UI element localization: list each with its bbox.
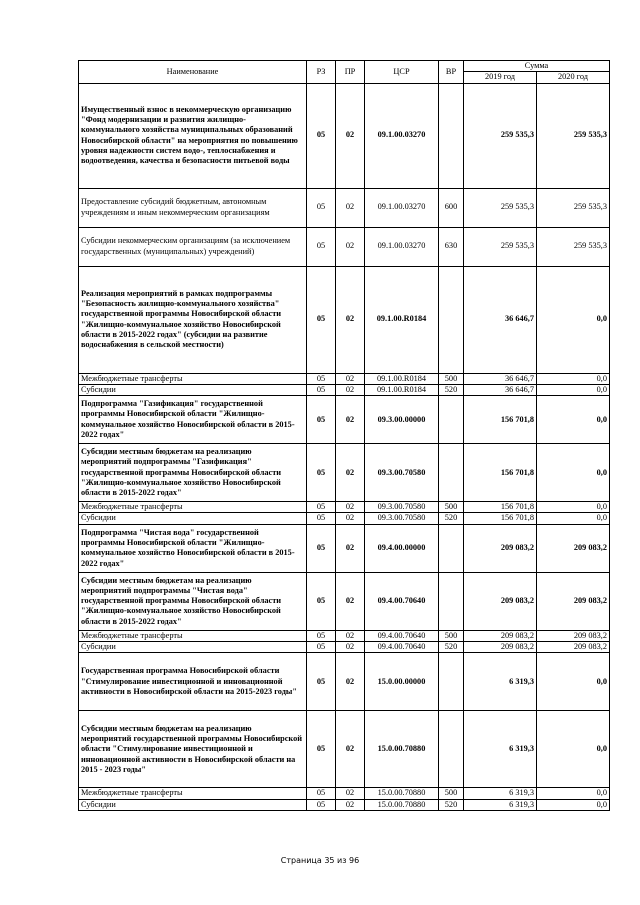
row-pr: 02 <box>336 83 365 188</box>
header-pr: ПР <box>336 61 365 84</box>
row-rz: 05 <box>307 630 336 641</box>
table-row <box>79 396 610 444</box>
row-pr: 02 <box>336 630 365 641</box>
row-amount-2020: 0,0 <box>537 373 610 384</box>
header-sum: Сумма <box>464 61 610 72</box>
row-rz: 05 <box>307 513 336 524</box>
table-row <box>79 83 610 188</box>
row-rz: 05 <box>307 188 336 227</box>
table-row <box>79 524 610 572</box>
table-row <box>79 799 610 810</box>
row-pr: 02 <box>336 396 365 444</box>
row-name: Субсидии <box>79 384 307 395</box>
row-vr: 500 <box>439 502 464 513</box>
row-csr: 09.4.00.70640 <box>365 642 439 653</box>
row-vr: 500 <box>439 373 464 384</box>
table-row <box>79 266 610 373</box>
row-vr <box>439 396 464 444</box>
row-pr: 02 <box>336 524 365 572</box>
row-rz: 05 <box>307 711 336 788</box>
row-pr: 02 <box>336 188 365 227</box>
row-rz: 05 <box>307 444 336 502</box>
row-vr: 600 <box>439 188 464 227</box>
row-csr: 09.3.00.70580 <box>365 444 439 502</box>
row-amount-2019: 36 646,7 <box>464 373 537 384</box>
header-year-2019: 2019 год <box>464 72 537 83</box>
row-amount-2019: 156 701,8 <box>464 444 537 502</box>
header-row-top <box>79 61 610 72</box>
row-amount-2020: 259 535,3 <box>537 188 610 227</box>
row-name: Субсидии некоммерческим организациям (за исключением государственных (муниципальных) учреждений) <box>79 227 307 266</box>
table-row <box>79 227 610 266</box>
row-pr: 02 <box>336 513 365 524</box>
header-name: Наименование <box>79 61 307 84</box>
row-vr: 500 <box>439 788 464 799</box>
row-csr: 09.3.00.70580 <box>365 502 439 513</box>
row-name: Государственная программа Новосибирской области "Стимулирование инвестиционной и инновационной активности в Новосибирской области на 2015-2023 годы" <box>79 653 307 711</box>
row-amount-2020: 0,0 <box>537 502 610 513</box>
row-rz: 05 <box>307 572 336 630</box>
table-row <box>79 502 610 513</box>
table-row <box>79 444 610 502</box>
row-vr <box>439 444 464 502</box>
row-amount-2019: 156 701,8 <box>464 502 537 513</box>
row-amount-2019: 156 701,8 <box>464 396 537 444</box>
row-pr: 02 <box>336 384 365 395</box>
row-vr <box>439 711 464 788</box>
row-amount-2020: 209 083,2 <box>537 524 610 572</box>
row-name: Имущественный взнос в некоммерческую организацию "Фонд модернизации и развития жилищно-коммунального хозяйства муниципальных образований Новосибирской области" на мероприятия по повышению уровня надежности систем водо-, теплоснабжения и водоотведения, качества и безопасности питьевой воды <box>79 83 307 188</box>
row-name: Предоставление субсидий бюджетным, автономным учреждениям и иным некоммерческим организациям <box>79 188 307 227</box>
table-row <box>79 711 610 788</box>
row-vr: 520 <box>439 513 464 524</box>
table-row <box>79 630 610 641</box>
row-name: Субсидии местным бюджетам на реализацию мероприятий подпрограммы "Газификация" государственной программы Новосибирской области "Жилищно-коммунальное хозяйство Новосибирской области в 2015-2022 годах" <box>79 444 307 502</box>
row-name: Субсидии <box>79 642 307 653</box>
row-amount-2019: 36 646,7 <box>464 384 537 395</box>
row-csr: 15.0.00.70880 <box>365 711 439 788</box>
row-vr: 520 <box>439 799 464 810</box>
row-amount-2020: 0,0 <box>537 384 610 395</box>
table-header <box>79 61 610 84</box>
row-amount-2020: 209 083,2 <box>537 572 610 630</box>
row-amount-2020: 0,0 <box>537 266 610 373</box>
row-vr <box>439 653 464 711</box>
row-amount-2019: 259 535,3 <box>464 188 537 227</box>
row-amount-2020: 0,0 <box>537 653 610 711</box>
row-amount-2019: 259 535,3 <box>464 83 537 188</box>
row-name: Реализация мероприятий в рамках подпрограммы "Безопасность жилищно-коммунального хозяйства" государственной программы Новосибирской области "Жилищно-коммунальное хозяйство Новосибирской области в 2015-2022 годах" (субсидии на развитие водоснабжения в сельской местности) <box>79 266 307 373</box>
row-amount-2020: 0,0 <box>537 513 610 524</box>
row-amount-2019: 156 701,8 <box>464 513 537 524</box>
row-csr: 09.1.00.03270 <box>365 227 439 266</box>
row-name: Субсидии <box>79 513 307 524</box>
row-vr <box>439 266 464 373</box>
table-row <box>79 513 610 524</box>
row-vr: 500 <box>439 630 464 641</box>
row-amount-2019: 36 646,7 <box>464 266 537 373</box>
row-csr: 15.0.00.70880 <box>365 788 439 799</box>
row-csr: 09.4.00.70640 <box>365 572 439 630</box>
header-vr: ВР <box>439 61 464 84</box>
table-row <box>79 642 610 653</box>
row-amount-2020: 0,0 <box>537 799 610 810</box>
row-rz: 05 <box>307 653 336 711</box>
row-name: Субсидии местным бюджетам на реализацию мероприятий подпрограммы "Чистая вода" государственной программы Новосибирской области "Жилищно-коммунальное хозяйство Новосибирской области в 2015-2022 годах" <box>79 572 307 630</box>
row-csr: 09.4.00.70640 <box>365 630 439 641</box>
row-amount-2019: 209 083,2 <box>464 572 537 630</box>
row-rz: 05 <box>307 524 336 572</box>
row-rz: 05 <box>307 83 336 188</box>
table-row <box>79 384 610 395</box>
row-pr: 02 <box>336 572 365 630</box>
row-vr <box>439 572 464 630</box>
row-rz: 05 <box>307 373 336 384</box>
row-pr: 02 <box>336 266 365 373</box>
row-amount-2020: 0,0 <box>537 444 610 502</box>
row-name: Субсидии <box>79 799 307 810</box>
row-amount-2019: 6 319,3 <box>464 653 537 711</box>
table-row <box>79 373 610 384</box>
table-row <box>79 188 610 227</box>
page-footer: Страница 35 из 96 <box>280 856 360 865</box>
header-year-2020: 2020 год <box>537 72 610 83</box>
row-pr: 02 <box>336 227 365 266</box>
row-amount-2019: 6 319,3 <box>464 799 537 810</box>
row-amount-2019: 6 319,3 <box>464 711 537 788</box>
row-name: Межбюджетные трансферты <box>79 630 307 641</box>
row-csr: 09.3.00.00000 <box>365 396 439 444</box>
row-vr: 520 <box>439 384 464 395</box>
row-rz: 05 <box>307 227 336 266</box>
header-rz: РЗ <box>307 61 336 84</box>
row-amount-2019: 209 083,2 <box>464 630 537 641</box>
row-amount-2020: 209 083,2 <box>537 642 610 653</box>
row-amount-2020: 0,0 <box>537 788 610 799</box>
row-name: Подпрограмма "Газификация" государственной программы Новосибирской области "Жилищно-коммунальное хозяйство Новосибирской области в 2015-2022 годах" <box>79 396 307 444</box>
row-rz: 05 <box>307 266 336 373</box>
row-pr: 02 <box>336 799 365 810</box>
header-csr: ЦСР <box>365 61 439 84</box>
row-rz: 05 <box>307 502 336 513</box>
row-csr: 09.4.00.00000 <box>365 524 439 572</box>
row-amount-2020: 0,0 <box>537 711 610 788</box>
row-csr: 09.1.00.R0184 <box>365 373 439 384</box>
table-row <box>79 572 610 630</box>
row-name: Межбюджетные трансферты <box>79 788 307 799</box>
row-pr: 02 <box>336 642 365 653</box>
row-amount-2020: 259 535,3 <box>537 227 610 266</box>
row-name: Межбюджетные трансферты <box>79 373 307 384</box>
row-csr: 15.0.00.00000 <box>365 653 439 711</box>
table-row <box>79 788 610 799</box>
row-csr: 09.3.00.70580 <box>365 513 439 524</box>
row-rz: 05 <box>307 788 336 799</box>
row-csr: 09.1.00.R0184 <box>365 266 439 373</box>
row-amount-2020: 259 535,3 <box>537 83 610 188</box>
row-vr: 520 <box>439 642 464 653</box>
row-csr: 15.0.00.70880 <box>365 799 439 810</box>
row-pr: 02 <box>336 502 365 513</box>
budget-table <box>78 60 610 811</box>
row-vr <box>439 524 464 572</box>
row-rz: 05 <box>307 384 336 395</box>
row-name: Подпрограмма "Чистая вода" государственной программы Новосибирской области "Жилищно-коммунальное хозяйство Новосибирской области в 2015-2022 годах" <box>79 524 307 572</box>
row-pr: 02 <box>336 788 365 799</box>
row-amount-2020: 0,0 <box>537 396 610 444</box>
row-name: Межбюджетные трансферты <box>79 502 307 513</box>
table-body <box>79 83 610 810</box>
row-amount-2020: 209 083,2 <box>537 630 610 641</box>
row-amount-2019: 209 083,2 <box>464 642 537 653</box>
row-amount-2019: 6 319,3 <box>464 788 537 799</box>
row-csr: 09.1.00.03270 <box>365 83 439 188</box>
row-csr: 09.1.00.R0184 <box>365 384 439 395</box>
row-amount-2019: 259 535,3 <box>464 227 537 266</box>
row-vr: 630 <box>439 227 464 266</box>
row-rz: 05 <box>307 799 336 810</box>
row-pr: 02 <box>336 444 365 502</box>
row-name: Субсидии местным бюджетам на реализацию мероприятий государственной программы Новосибирской области "Стимулирование инвестиционной и инновационной активности в Новосибирской области на 2015 - 2023 годы" <box>79 711 307 788</box>
row-pr: 02 <box>336 373 365 384</box>
row-vr <box>439 83 464 188</box>
row-rz: 05 <box>307 396 336 444</box>
row-csr: 09.1.00.03270 <box>365 188 439 227</box>
row-pr: 02 <box>336 711 365 788</box>
row-pr: 02 <box>336 653 365 711</box>
table-row <box>79 653 610 711</box>
row-amount-2019: 209 083,2 <box>464 524 537 572</box>
row-rz: 05 <box>307 642 336 653</box>
